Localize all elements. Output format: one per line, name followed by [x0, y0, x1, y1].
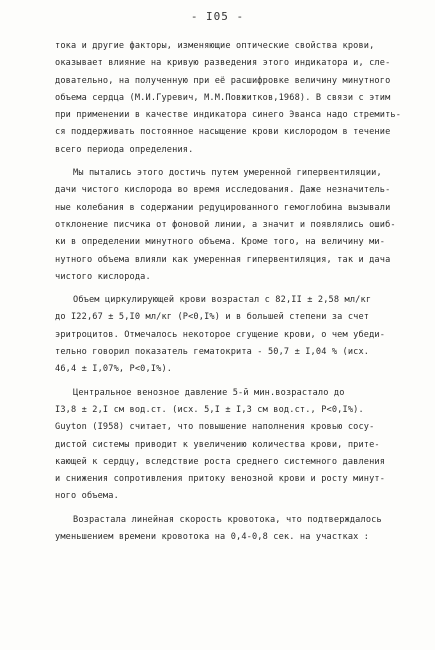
text-line: 46,4 ± I,07%, P<0,I%). — [55, 364, 173, 375]
text-line: Центральное венозное давление 5-й мин.возрастало до — [73, 387, 345, 398]
text-line: довательно, на полученную при её расшифровке величину минутного — [55, 75, 391, 86]
text-line: ного объема. — [55, 491, 119, 502]
text-line: всего периода определения. — [55, 144, 194, 155]
text-line: до I22,67 ± 5,I0 мл/кг (P<0,I%) и в большей степени за счет — [55, 312, 370, 323]
text-line: Возрастала линейная скорость кровотока, что подтверждалось — [73, 514, 382, 525]
text-line: Мы пытались этого достичь путем умеренной гипервентиляции, — [73, 168, 382, 179]
text-line: I3,8 ± 2,I см вод.ст. (исх. 5,I ± I,3 см вод.ст., P<0,I%). — [55, 404, 364, 415]
text-line: ные колебания в содержании редуцированного гемоглобина вызывали — [55, 202, 391, 213]
text-line: ся поддерживать постоянное насыщение крови кислородом в течение — [55, 127, 391, 138]
text-line: кающей к сердцу, вследствие роста среднего системного давления — [55, 456, 386, 467]
text-line: Guyton (I958) считает, что повышение наполнения кровью сосу- — [55, 422, 375, 433]
text-line: уменьшением времени кровотока на 0,4-0,8 сек. на участках : — [55, 532, 370, 543]
text-line: тока и другие факторы, изменяющие оптические свойства крови, — [55, 41, 375, 51]
text-line: и снижения сопротивления притоку венозной крови и росту минут- — [55, 474, 386, 485]
text-line: ки в определении минутного объема. Кроме того, на величину ми- — [55, 237, 386, 248]
text-line: оказывает влияние на кривую разведения этого индикатора и, сле- — [55, 58, 391, 69]
text-line: дачи чистого кислорода во время исследования. Даже незначитель- — [55, 185, 391, 196]
paragraph — [55, 385, 405, 506]
body-text — [55, 38, 405, 546]
page-number: - I05 - — [190, 10, 245, 23]
text-line: нутного объема влияли как умеренная гипервентиляция, так и дача — [55, 254, 391, 265]
text-line: Объем циркулирующей крови возрастал с 82,II ± 2,58 мл/кг — [73, 295, 372, 306]
text-line: чистого кислорода. — [55, 271, 151, 282]
text-line: при применении в качестве индикатора синего Эванса надо стремить- — [55, 110, 402, 121]
paragraph — [55, 512, 405, 547]
text-line: эритроцитов. Отмечалось некоторое сгущение крови, о чем убеди- — [55, 329, 386, 340]
paragraph — [55, 165, 405, 286]
text-line: объема сердца (М.И.Гуревич, М.М.Повжитков,1968). В связи с этим — [55, 92, 391, 103]
paragraph — [55, 292, 405, 378]
paragraph — [55, 38, 405, 159]
text-line: тельно говорил показатель гематокрита - 50,7 ± I,04 % (исх. — [55, 347, 370, 358]
text-line: отклонение писчика от фоновой линии, а значит и появлялись ошиб- — [55, 219, 396, 230]
text-line: дистой системы приводит к увеличению количества крови, прите- — [55, 439, 380, 450]
